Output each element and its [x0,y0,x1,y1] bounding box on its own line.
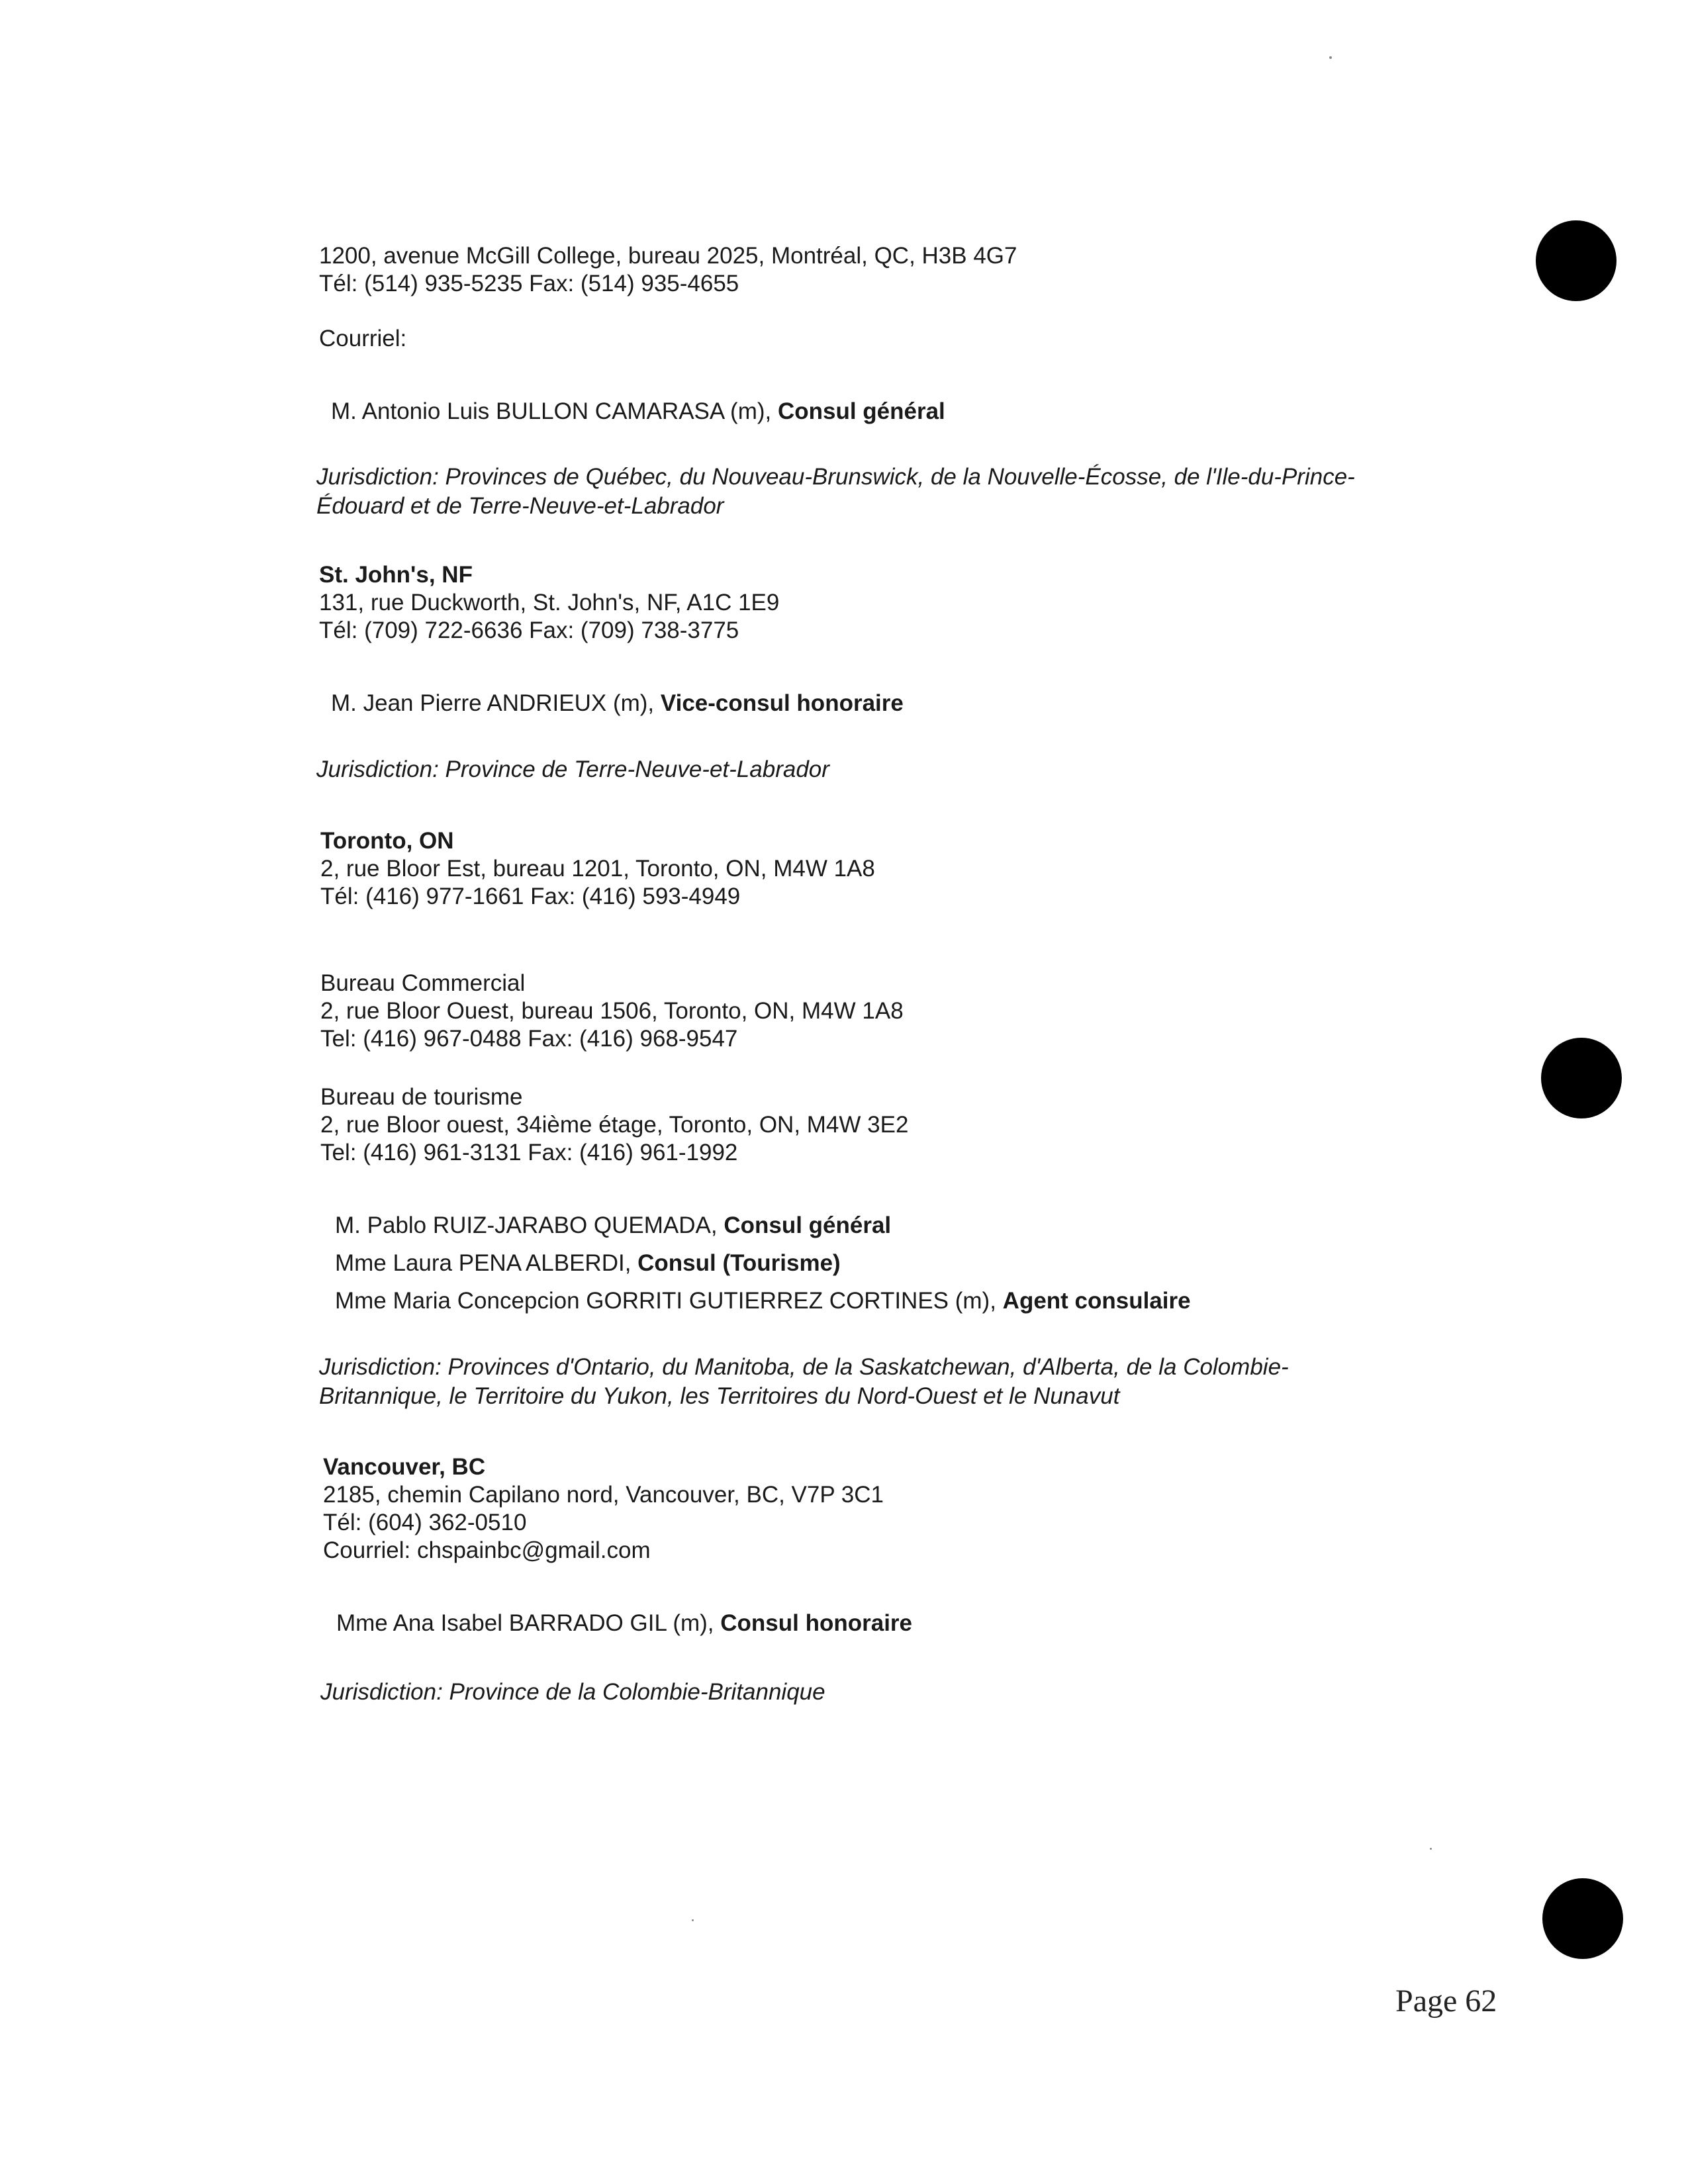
punch-hole-top [1536,220,1617,301]
vancouver-jurisdiction [320,1678,825,1706]
official-name: Mme Laura PENA ALBERDI, [335,1250,638,1276]
toronto-tourism-address: 2, rue Bloor ouest, 34ième étage, Toronto, ON, M4W 3E2 [320,1112,909,1138]
official-title: Consul général [777,398,945,424]
toronto-commercial-address: 2, rue Bloor Ouest, bureau 1506, Toronto, ON, M4W 1A8 [320,998,904,1024]
scan-speck [692,1919,694,1921]
montreal-official [331,398,945,426]
st-johns-heading: St. John's, NF [319,562,473,588]
vancouver-heading: Vancouver, BC [323,1454,486,1480]
official-title: Consul général [724,1212,892,1238]
punch-hole-middle [1541,1038,1622,1118]
st-johns-address: 131, rue Duckworth, St. John's, NF, A1C 1E9 [319,590,780,615]
jurisdiction-text: Provinces de Québec, du Nouveau-Brunswick, de la Nouvelle-Écosse, de l'Ile-du-Prince- [438,464,1355,490]
vancouver-email: Courriel: chspainbc@gmail.com [323,1537,651,1563]
montreal-email-label: Courriel: [319,326,407,351]
st-johns-jurisdiction [316,756,829,784]
vancouver-tel: Tél: (604) 362-0510 [323,1510,527,1535]
montreal-jurisdiction-line1 [316,463,1355,491]
jurisdiction-label: Jurisdiction: [320,1679,443,1705]
official-name: Mme Ana Isabel BARRADO GIL (m), [336,1610,721,1636]
jurisdiction-text: Province de la Colombie-Britannique [442,1679,825,1705]
toronto-official-1 [335,1212,891,1240]
toronto-tourism-tel-fax: Tel: (416) 961-3131 Fax: (416) 961-1992 [320,1140,738,1165]
montreal-tel-fax: Tél: (514) 935-5235 Fax: (514) 935-4655 [319,271,739,296]
official-name: M. Antonio Luis BULLON CAMARASA (m), [331,398,778,424]
punch-hole-bottom [1542,1878,1623,1959]
jurisdiction-label: Jurisdiction: [319,1354,442,1380]
toronto-official-2 [335,1250,841,1277]
toronto-address: 2, rue Bloor Est, bureau 1201, Toronto, ON, M4W 1A8 [320,856,875,882]
montreal-jurisdiction-line2: Édouard et de Terre-Neuve-et-Labrador [316,493,724,519]
jurisdiction-text: Provinces d'Ontario, du Manitoba, de la Saskatchewan, d'Alberta, de la Colombie- [441,1354,1289,1380]
official-name: M. Jean Pierre ANDRIEUX (m), [331,690,661,716]
scan-speck [1329,56,1332,59]
toronto-heading: Toronto, ON [320,828,454,854]
jurisdiction-label: Jurisdiction: [316,756,439,782]
toronto-jurisdiction-line2: Britannique, le Territoire du Yukon, les Territoires du Nord-Ouest et le Nunavut [319,1383,1120,1409]
vancouver-official [336,1610,912,1637]
jurisdiction-label: Jurisdiction: [316,464,439,490]
toronto-official-3 [335,1287,1191,1315]
official-name: M. Pablo RUIZ-JARABO QUEMADA, [335,1212,724,1238]
official-title: Consul (Tourisme) [637,1250,841,1276]
st-johns-tel-fax: Tél: (709) 722-6636 Fax: (709) 738-3775 [319,617,739,643]
vancouver-address: 2185, chemin Capilano nord, Vancouver, BC, V7P 3C1 [323,1482,884,1508]
official-title: Agent consulaire [1002,1288,1191,1314]
toronto-commercial-tel-fax: Tel: (416) 967-0488 Fax: (416) 968-9547 [320,1026,738,1052]
scan-speck [1430,1848,1432,1850]
page-number: Page 62 [1395,1983,1497,2019]
jurisdiction-text: Province de Terre-Neuve-et-Labrador [438,756,829,782]
toronto-tel-fax: Tél: (416) 977-1661 Fax: (416) 593-4949 [320,884,741,909]
montreal-address: 1200, avenue McGill College, bureau 2025, Montréal, QC, H3B 4G7 [319,243,1017,269]
official-title: Vice-consul honoraire [660,690,904,716]
toronto-tourism-label: Bureau de tourisme [320,1084,523,1110]
official-name: Mme Maria Concepcion GORRITI GUTIERREZ CORTINES (m), [335,1288,1003,1314]
official-title: Consul honoraire [720,1610,913,1636]
toronto-commercial-label: Bureau Commercial [320,970,526,996]
st-johns-official [331,690,904,717]
toronto-jurisdiction-line1 [319,1353,1289,1381]
